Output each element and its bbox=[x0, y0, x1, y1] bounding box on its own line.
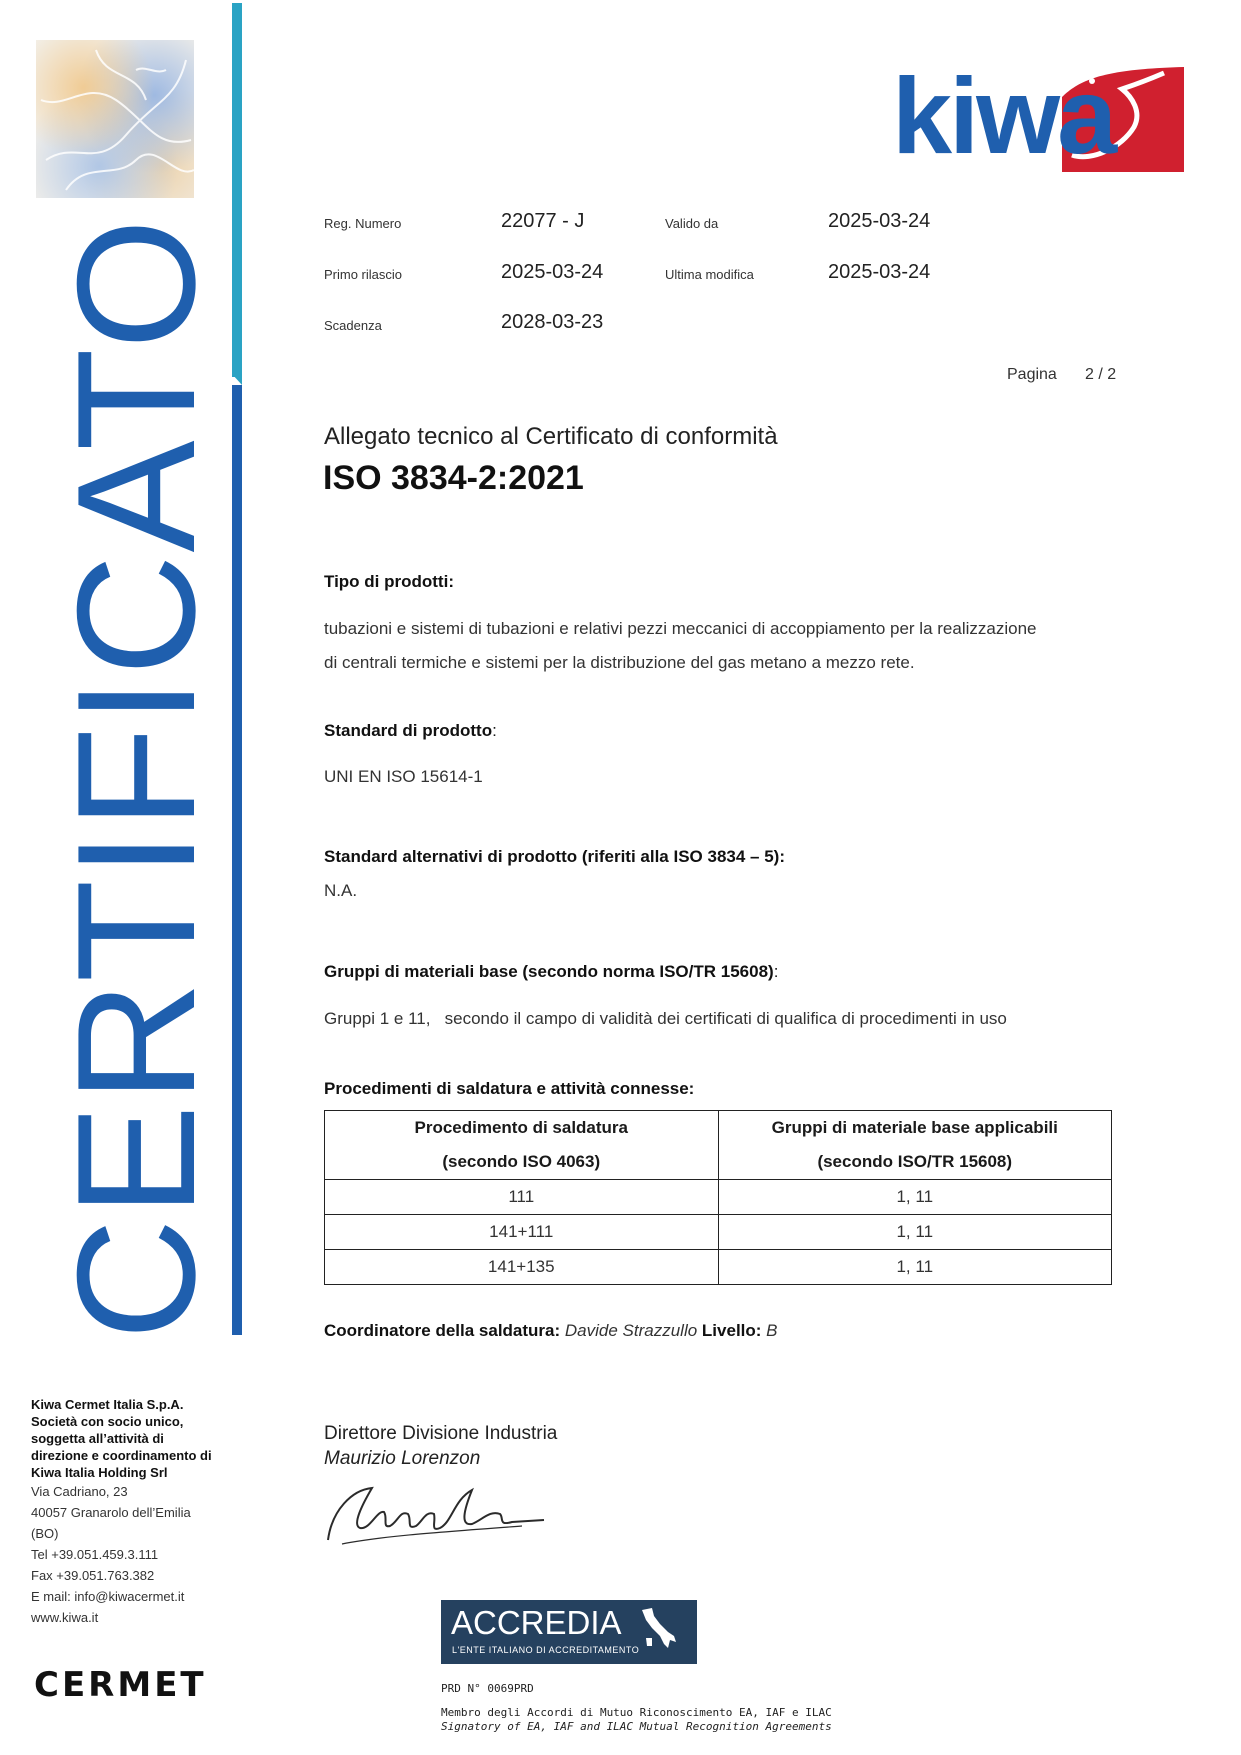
accredia-logo-name: ACCREDIA bbox=[451, 1604, 622, 1641]
handwritten-signature bbox=[322, 1470, 547, 1550]
signatory-name: Maurizio Lorenzon bbox=[324, 1448, 481, 1469]
accent-bar-blue bbox=[232, 385, 242, 1335]
table-row bbox=[325, 1180, 1112, 1215]
accent-bar-notch bbox=[232, 374, 242, 385]
company-desc-line3: direzione e coordinamento di bbox=[31, 1448, 212, 1463]
company-website: www.kiwa.it bbox=[31, 1610, 99, 1625]
material-groups-colon: : bbox=[773, 962, 779, 981]
company-desc-line2: soggetta all’attività di bbox=[31, 1431, 164, 1446]
reg-number-value: 22077 - J bbox=[501, 210, 585, 232]
level-value: B bbox=[766, 1321, 778, 1340]
products-text-line2: di centrali termiche e sistemi per la distribuzione del gas metano a mezzo rete. bbox=[324, 653, 915, 672]
prd-number: PRD N° 0069PRD bbox=[441, 1682, 534, 1695]
table-cell-process: 141+135 bbox=[325, 1250, 719, 1285]
table-row bbox=[325, 1250, 1112, 1285]
material-groups-heading-text: Gruppi di materiali base (secondo norma ISO/TR 15608) bbox=[324, 962, 774, 981]
last-modified-value: 2025-03-24 bbox=[828, 261, 931, 283]
company-email: E mail: info@kiwacermet.it bbox=[31, 1589, 185, 1604]
table-cell-process: 111 bbox=[325, 1180, 719, 1215]
level-label: Livello: bbox=[701, 1321, 762, 1340]
certificate-side-title: CERTIFICATO bbox=[42, 216, 230, 1340]
column-header-groups bbox=[718, 1111, 1112, 1180]
page-number: 2 / 2 bbox=[1085, 366, 1117, 383]
alt-standards-heading: Standard alternativi di prodotto (riferiti alla ISO 3834 – 5): bbox=[324, 847, 785, 866]
expiry-label: Scadenza bbox=[324, 318, 382, 333]
table-header-row bbox=[325, 1111, 1112, 1180]
company-fax: Fax +39.051.763.382 bbox=[31, 1568, 155, 1583]
decorative-image bbox=[36, 40, 194, 198]
product-standard-colon: : bbox=[492, 721, 497, 740]
product-standard-heading bbox=[324, 721, 497, 741]
coordinator-label: Coordinatore della saldatura: bbox=[324, 1321, 561, 1340]
table-cell-groups: 1, 11 bbox=[718, 1250, 1112, 1285]
column-header-process bbox=[325, 1111, 719, 1180]
table-row bbox=[325, 1215, 1112, 1250]
column-header-groups-line2: (secondo ISO/TR 15608) bbox=[817, 1152, 1013, 1171]
first-issue-value: 2025-03-24 bbox=[501, 261, 604, 283]
company-info bbox=[31, 1396, 231, 1628]
accredia-tagline: L'ENTE ITALIANO DI ACCREDITAMENTO bbox=[452, 1645, 640, 1655]
last-modified-label: Ultima modifica bbox=[665, 267, 754, 282]
alt-standards-value: N.A. bbox=[324, 881, 358, 900]
reg-number-label: Reg. Numero bbox=[324, 216, 402, 231]
coordinator-line bbox=[324, 1321, 778, 1341]
table-cell-groups: 1, 11 bbox=[718, 1215, 1112, 1250]
page-label: Pagina bbox=[1007, 366, 1057, 383]
coordinator-name: Davide Strazzullo bbox=[564, 1321, 698, 1340]
accent-bar-cyan bbox=[232, 3, 242, 377]
material-groups-value: Gruppi 1 e 11, secondo il campo di validità dei certificati di qualifica di procedimenti in uso bbox=[324, 1009, 1007, 1028]
document-subtitle: Allegato tecnico al Certificato di conformità bbox=[324, 423, 778, 450]
column-header-groups-line1: Gruppi di materiale base applicabili bbox=[771, 1118, 1058, 1137]
column-header-process-line1: Procedimento di saldatura bbox=[414, 1118, 628, 1137]
material-groups-heading bbox=[324, 962, 778, 982]
first-issue-label: Primo rilascio bbox=[324, 267, 403, 282]
company-province: (BO) bbox=[31, 1526, 59, 1541]
column-header-process-line2: (secondo ISO 4063) bbox=[442, 1152, 601, 1171]
valid-from-label: Valido da bbox=[665, 216, 719, 231]
products-text-line1: tubazioni e sistemi di tubazioni e relativi pezzi meccanici di accoppiamento per la realizzazione bbox=[324, 619, 1037, 638]
processes-table bbox=[324, 1110, 1112, 1285]
company-desc-line1: Società con socio unico, bbox=[31, 1414, 184, 1429]
kiwa-logo-text: kiwa bbox=[892, 55, 1115, 176]
cermet-logo: CERMET bbox=[34, 1665, 207, 1705]
product-standard-value: UNI EN ISO 15614-1 bbox=[324, 767, 483, 786]
company-street: Via Cadriano, 23 bbox=[31, 1484, 128, 1499]
document-title: ISO 3834-2:2021 bbox=[323, 459, 584, 497]
company-name: Kiwa Cermet Italia S.p.A. bbox=[31, 1397, 184, 1412]
company-tel: Tel +39.051.459.3.111 bbox=[31, 1547, 159, 1562]
processes-heading: Procedimenti di saldatura e attività connesse: bbox=[324, 1079, 695, 1098]
signatory-role: Direttore Divisione Industria bbox=[324, 1423, 558, 1444]
valid-from-value: 2025-03-24 bbox=[828, 210, 931, 232]
products-heading: Tipo di prodotti: bbox=[324, 572, 454, 591]
accreditation-signatory: Signatory of EA, IAF and ILAC Mutual Recognition Agreements bbox=[441, 1720, 832, 1733]
company-city: 40057 Granarolo dell’Emilia bbox=[31, 1505, 191, 1520]
company-desc-line4: Kiwa Italia Holding Srl bbox=[31, 1465, 168, 1480]
expiry-value: 2028-03-23 bbox=[501, 311, 604, 333]
table-cell-groups: 1, 11 bbox=[718, 1180, 1112, 1215]
product-standard-heading-text: Standard di prodotto bbox=[324, 721, 493, 740]
accreditation-member: Membro degli Accordi di Mutuo Riconoscimento EA, IAF e ILAC bbox=[441, 1706, 832, 1719]
table-cell-process: 141+111 bbox=[325, 1215, 719, 1250]
italy-map-icon bbox=[638, 1608, 678, 1654]
